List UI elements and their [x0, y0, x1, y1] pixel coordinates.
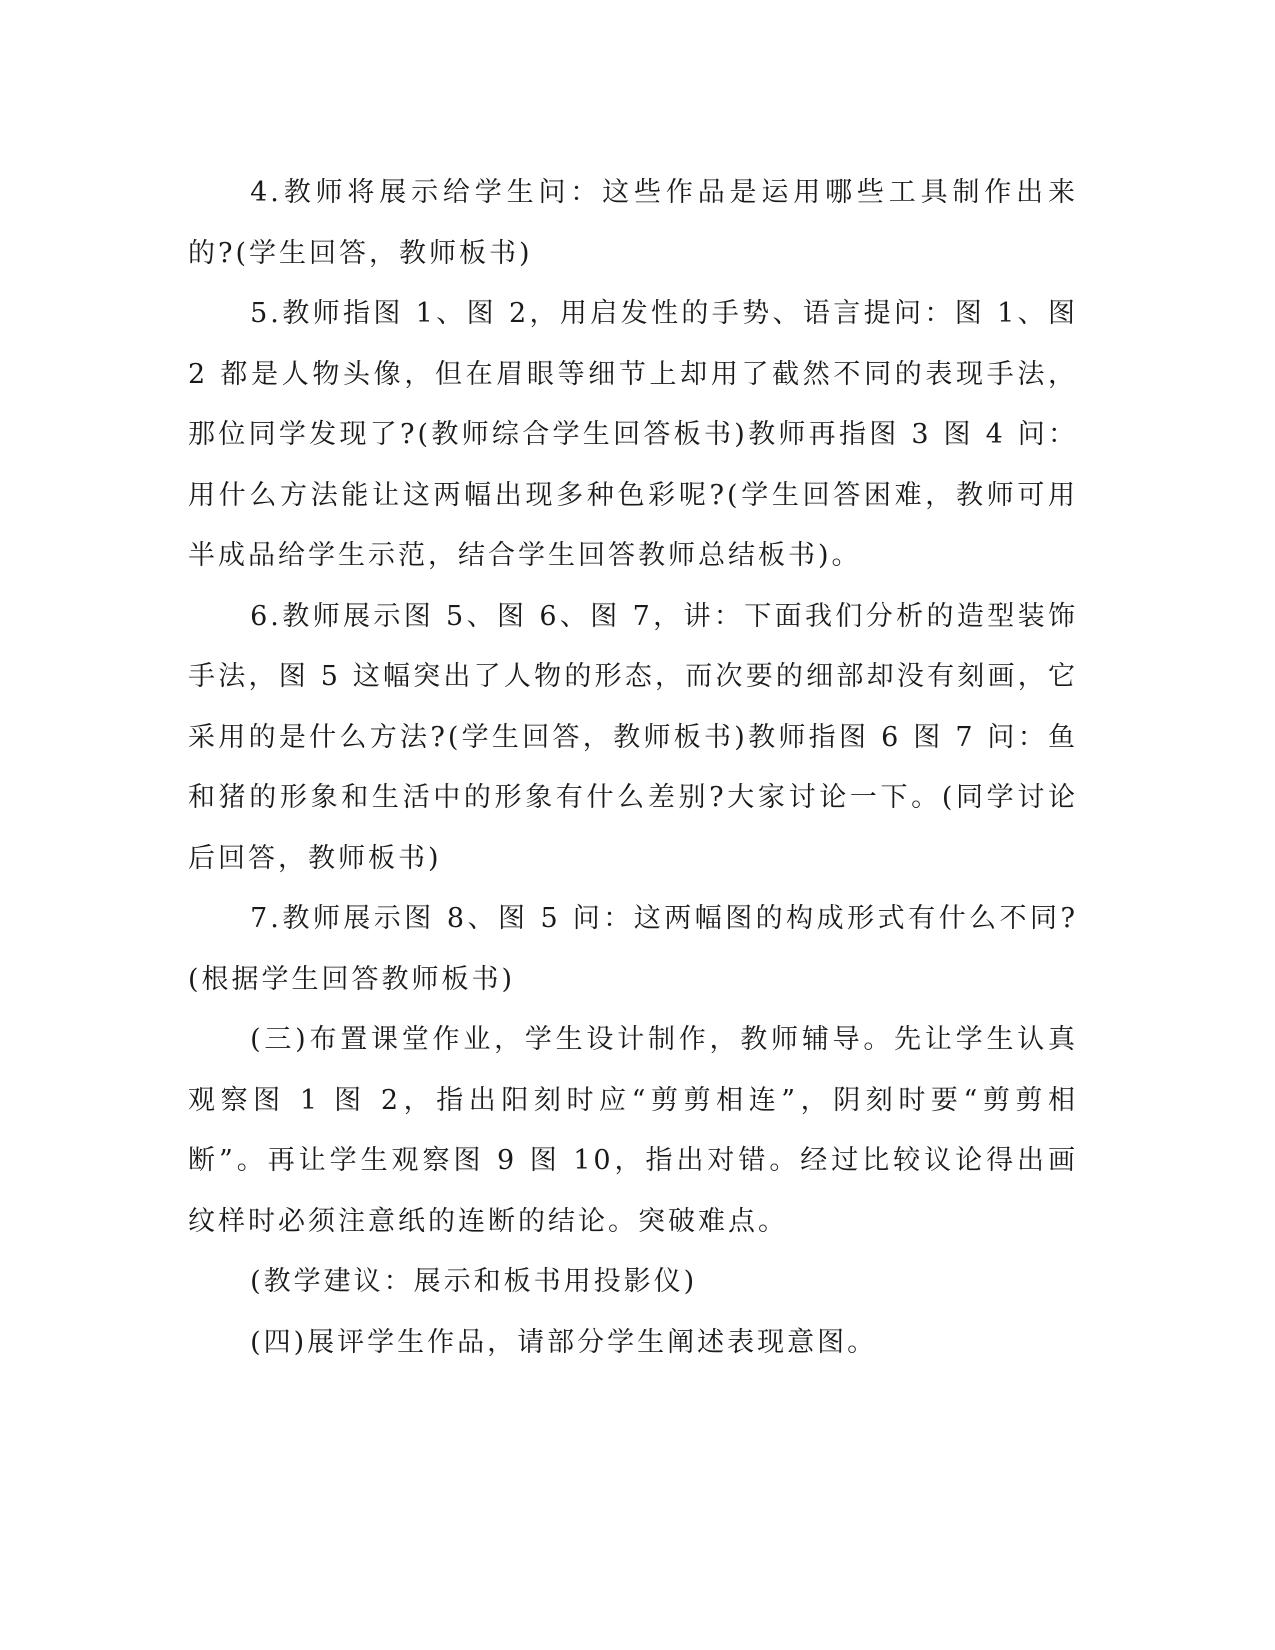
- paragraph-step-5: 5.教师指图 1、图 2，用启发性的手势、语言提问：图 1、图 2 都是人物头像，但在眉眼等细节上却用了截然不同的表现手法，那位同学发现了?(教师综合学生回答板书)教师再指图 3 图 4 问：用什么方法能让这两幅出现多种色彩呢?(学生回答困难，教师可用半成品给学生示范，结合学生回答教师总结板书)。: [188, 298, 1078, 571]
- paragraph-section-3: (三)布置课堂作业，学生设计制作，教师辅导。先让学生认真观察图 1 图 2，指出阳刻时应“剪剪相连”，阴刻时要“剪剪相断”。再让学生观察图 9 图 10，指出对错。经过比较议论得出画纹样时必须注意纸的连断的结论。突破难点。: [188, 1024, 1078, 1237]
- paragraph-step-4: 4.教师将展示给学生问：这些作品是运用哪些工具制作出来的?(学生回答，教师板书): [188, 177, 1078, 269]
- paragraph-teaching-suggestion: (教学建议：展示和板书用投影仪): [250, 1266, 698, 1297]
- document-body: [188, 163, 1078, 1373]
- paragraph-step-7: 7.教师展示图 8、图 5 问：这两幅图的构成形式有什么不同?(根据学生回答教师板书): [188, 903, 1078, 995]
- paragraph-step-6: 6.教师展示图 5、图 6、图 7，讲：下面我们分析的造型装饰手法，图 5 这幅突出了人物的形态，而次要的细部却没有刻画，它采用的是什么方法?(学生回答，教师板书)教师指图 6 图 7 问：鱼和猪的形象和生活中的形象有什么差别?大家讨论一下。(同学讨论后回答，教师板书): [188, 600, 1078, 874]
- paragraph-section-4: (四)展评学生作品，请部分学生阐述表现意图。: [250, 1326, 878, 1358]
